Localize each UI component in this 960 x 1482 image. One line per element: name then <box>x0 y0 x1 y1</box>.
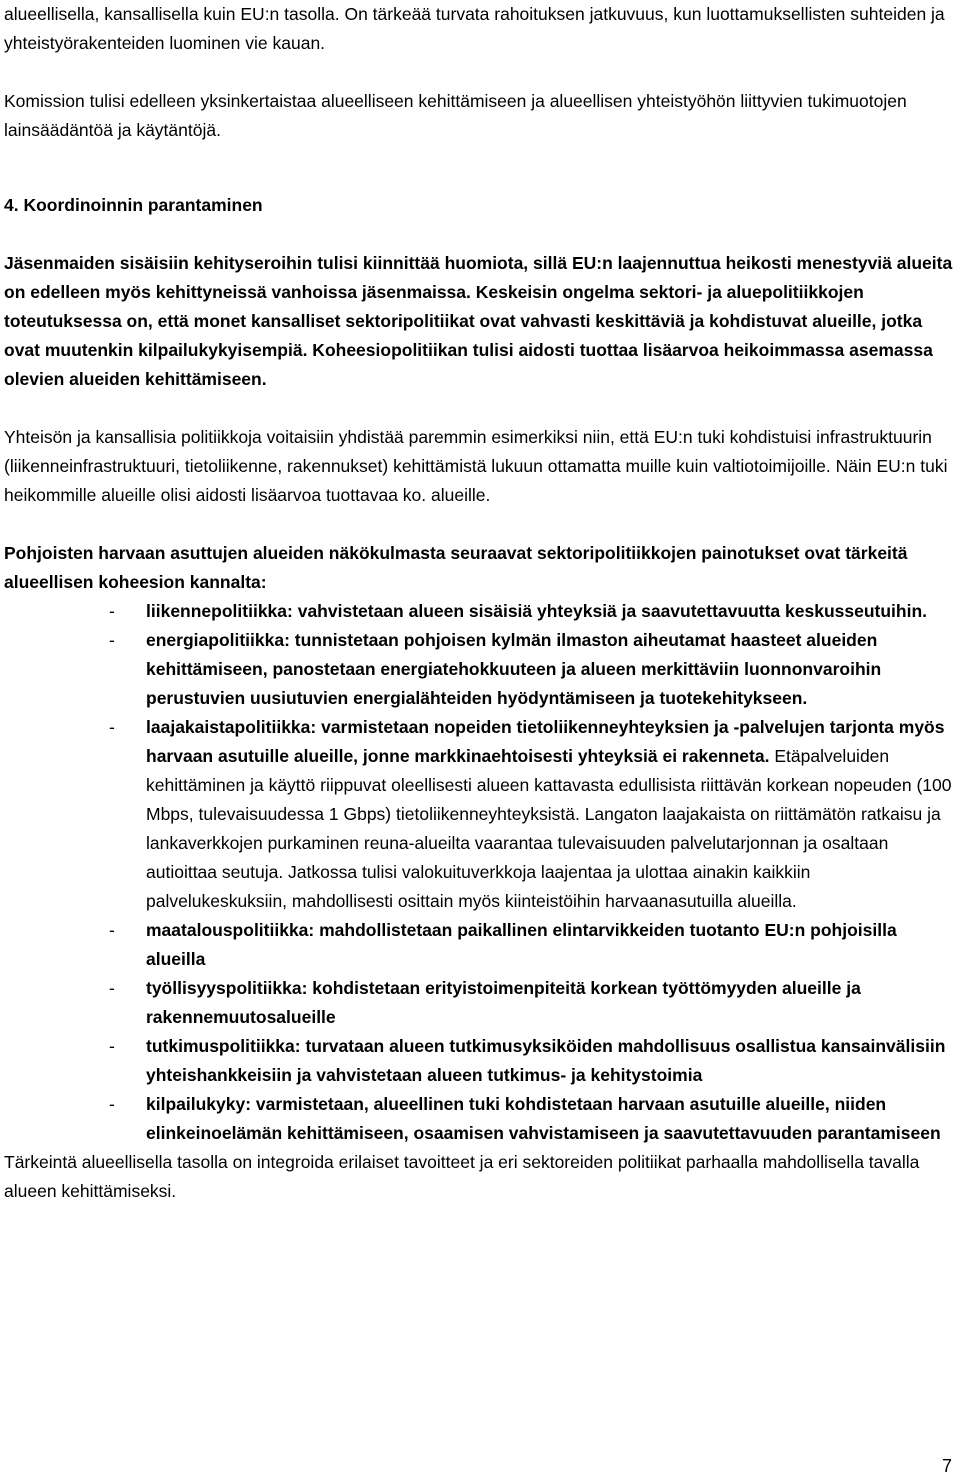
list-item <box>4 1090 956 1148</box>
bullet-dash: - <box>109 1094 115 1114</box>
closing-paragraph: Tärkeintä alueellisella tasolla on integroida erilaiset tavoitteet ja eri sektoreiden politiikat parhaalla mahdollisella tavalla alueen kehittämiseksi. <box>4 1152 920 1201</box>
list-item <box>4 916 956 974</box>
list-item-bold: työllisyyspolitiikka: kohdistetaan erityistoimenpiteitä korkean työttömyyden alueille ja rakennemuutosalueille <box>146 978 861 1027</box>
list-item-bold: laajakaistapolitiikka: varmistetaan nopeiden tietoliikenneyhteyksien ja -palvelujen tarjonta myös harvaan asutuille alueille, jonne markkinaehtoisesti yhteyksiä ei rakenneta. <box>146 717 945 766</box>
paragraph-2: Yhteisön ja kansallisia politiikkoja voitaisiin yhdistää paremmin esimerkiksi niin, että EU:n tuki kohdistuisi infrastruktuurin (liikenneinfrastruktuuri, tietoliikenne, rakennukset) kehittämistä lukuun ottamatta muille kuin valtiotoimijoille. Näin EU:n tuki heikommille alueille olisi aidosti lisäarvoa tuottavaa ko. alueille. <box>4 427 948 505</box>
page-number: 7 <box>941 1456 952 1476</box>
bullet-dash: - <box>109 601 115 621</box>
bullet-dash: - <box>109 630 115 650</box>
bullet-dash: - <box>109 717 115 737</box>
list-item-bold: maatalouspolitiikka: mahdollistetaan paikallinen elintarvikkeiden tuotanto EU:n pohjoisilla alueilla <box>146 920 897 969</box>
list-item-bold: kilpailukyky: varmistetaan, alueellinen tuki kohdistetaan harvaan asutuille alueille, niiden elinkeinoelämän kehittämiseen, osaamisen vahvistamiseen ja saavutettavuuden parantamiseen <box>146 1094 941 1143</box>
list-item-text: Etäpalveluiden kehittäminen ja käyttö riippuvat oleellisesti alueen kattavasta edullisista riittävän korkean nopeuden (100 Mbps, tulevaisuudessa 1 Gbps) tietoliikenneyhteyksistä. Langaton laajakaista on riittämätön ratkaisu ja lankaverkkojen purkaminen reuna-alueilta vaarantaa tulevaisuuden palvelutarjonnan ja osaltaan autioittaa seutuja. Jatkossa tulisi valokuituverkkoja laajentaa ja ulottaa ainakin kaikkiin palvelukeskuksiin, mahdollisesti osittain myös kiinteistöihin harvaanasutuilla alueilla. <box>146 746 952 911</box>
list-item-bold: tutkimuspolitiikka: turvataan alueen tutkimusyksiköiden mahdollisuus osallistua kansainvälisiin yhteishankkeisiin ja vahvistetaan alueen tutkimus- ja kehitystoimia <box>146 1036 946 1085</box>
priority-list <box>4 597 956 1148</box>
bullet-dash: - <box>109 978 115 998</box>
list-item-bold: energiapolitiikka: tunnistetaan pohjoisen kylmän ilmaston aiheutamat haasteet alueiden kehittämiseen, panostetaan energiatehokkuuteen ja alueen merkittäviin luonnonvaroihin perustuvien uusiutuvien energialähteiden hyödyntämiseen ja tuotekehitykseen. <box>146 630 882 708</box>
bold-paragraph: Jäsenmaiden sisäisiin kehityseroihin tulisi kiinnittää huomiota, sillä EU:n laajennuttua heikosti menestyviä alueita on edelleen myös kehittyneissä vanhoissa jäsenmaissa. Keskeisin ongelma sektori- ja aluepolitiikkojen toteutuksessa on, että monet kansalliset sektoripolitiikat ovat vahvasti keskittäviä ja kohdistuvat alueille, jotka ovat muutenkin kilpailukykyisempiä. Koheesiopolitiikan tulisi aidosti tuottaa lisäarvoa heikoimmassa asemassa olevien alueiden kehittämiseen. <box>4 253 953 389</box>
bullet-dash: - <box>109 920 115 940</box>
bullet-dash: - <box>109 1036 115 1056</box>
list-item <box>4 1032 956 1090</box>
list-item-bold: liikennepolitiikka: vahvistetaan alueen sisäisiä yhteyksiä ja saavutettavuutta keskusseutuihin. <box>146 601 928 621</box>
list-item <box>4 713 956 916</box>
list-intro: Pohjoisten harvaan asuttujen alueiden näkökulmasta seuraavat sektoripolitiikkojen painotukset ovat tärkeitä alueellisen koheesion kannalta: <box>4 543 908 592</box>
intro-paragraph-2: Komission tulisi edelleen yksinkertaistaa alueelliseen kehittämiseen ja alueellisen yhteistyöhön liittyvien tukimuotojen lainsäädäntöä ja käytäntöjä. <box>4 91 907 140</box>
list-item <box>4 597 956 626</box>
section-heading: 4. Koordinoinnin parantaminen <box>4 195 263 215</box>
list-item <box>4 974 956 1032</box>
document-page <box>4 0 956 1206</box>
list-item <box>4 626 956 713</box>
intro-paragraph-1: alueellisella, kansallisella kuin EU:n tasolla. On tärkeää turvata rahoituksen jatkuvuus, kun luottamuksellisten suhteiden ja yhteistyörakenteiden luominen vie kauan. <box>4 4 945 53</box>
